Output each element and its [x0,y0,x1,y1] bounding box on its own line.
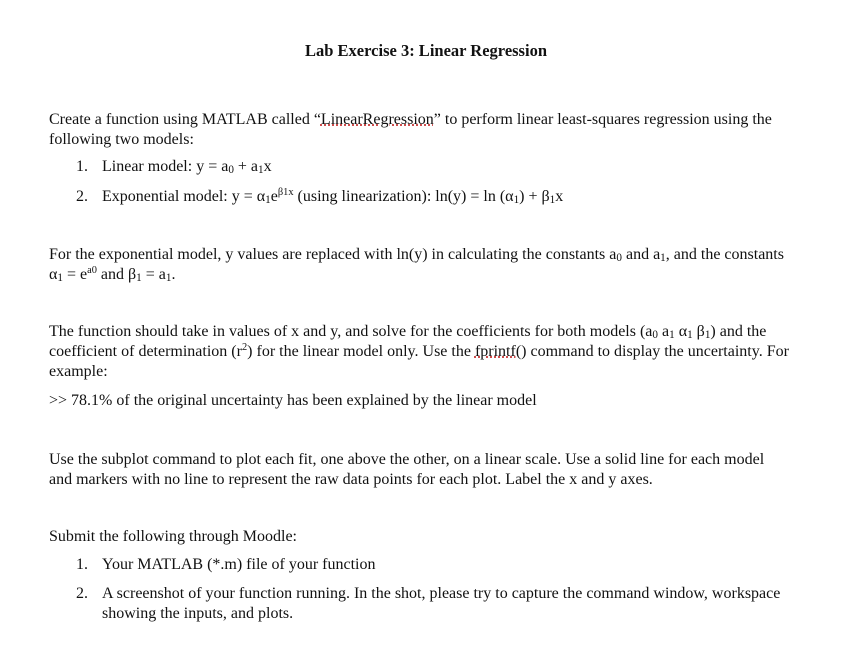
function-name: LinearRegression [320,111,434,128]
list-item-linear-model: 1. Linear model: $y = a_0 + a_1x$ [76,158,272,176]
subplot-paragraph: Use the subplot command to plot each fit, one above the other, on a linear scale. Use a solid line for each model and markers with no line to represent the raw data points for each plot. Label the x and y axes. [49,451,765,488]
list-item-submit-file: 1. Your MATLAB (*.m) file of your function [76,556,376,573]
submit-heading: Submit the following through Moodle: [49,528,297,545]
models-list [49,157,789,207]
coefficients-paragraph: The function should take in values of x and y, and solve for the coefficients for both models ($a_0$ $a_1$ $\alpha_1$ $\beta_1$) and the coefficient of determination $(r^2)$ for the linear model only. Use the fprintf() command to display the uncertainty. For example: [49,323,789,380]
submit-list [49,555,789,624]
fprintf-command: fprintf() [474,343,527,360]
page-title: Lab Exercise 3: Linear Regression [305,41,547,60]
example-output: >> 78.1% of the original uncertainty has been explained by the linear model [49,392,537,409]
exponential-paragraph: For the exponential model, y values are replaced with ln(y) in calculating the constants $a_0$ and $a_1$, and the constants $\alpha_1 = e^{a0}$ and $\beta_1 = a_1$. [49,246,784,284]
list-item-submit-screenshot: 2. A screenshot of your function running. In the shot, please try to capture the command window, workspace showing the inputs, and plots. [76,585,781,622]
intro-paragraph: Create a function using MATLAB called “LinearRegression” to perform linear least-squares regression using the following two models: [49,111,772,148]
list-item-exponential-model: 2. Exponential model: $y = \alpha_1e^{\beta 1x}$ (using linearization): $\ln(y) = \ln (\alpha_1) + \beta_1x$ [76,187,564,206]
